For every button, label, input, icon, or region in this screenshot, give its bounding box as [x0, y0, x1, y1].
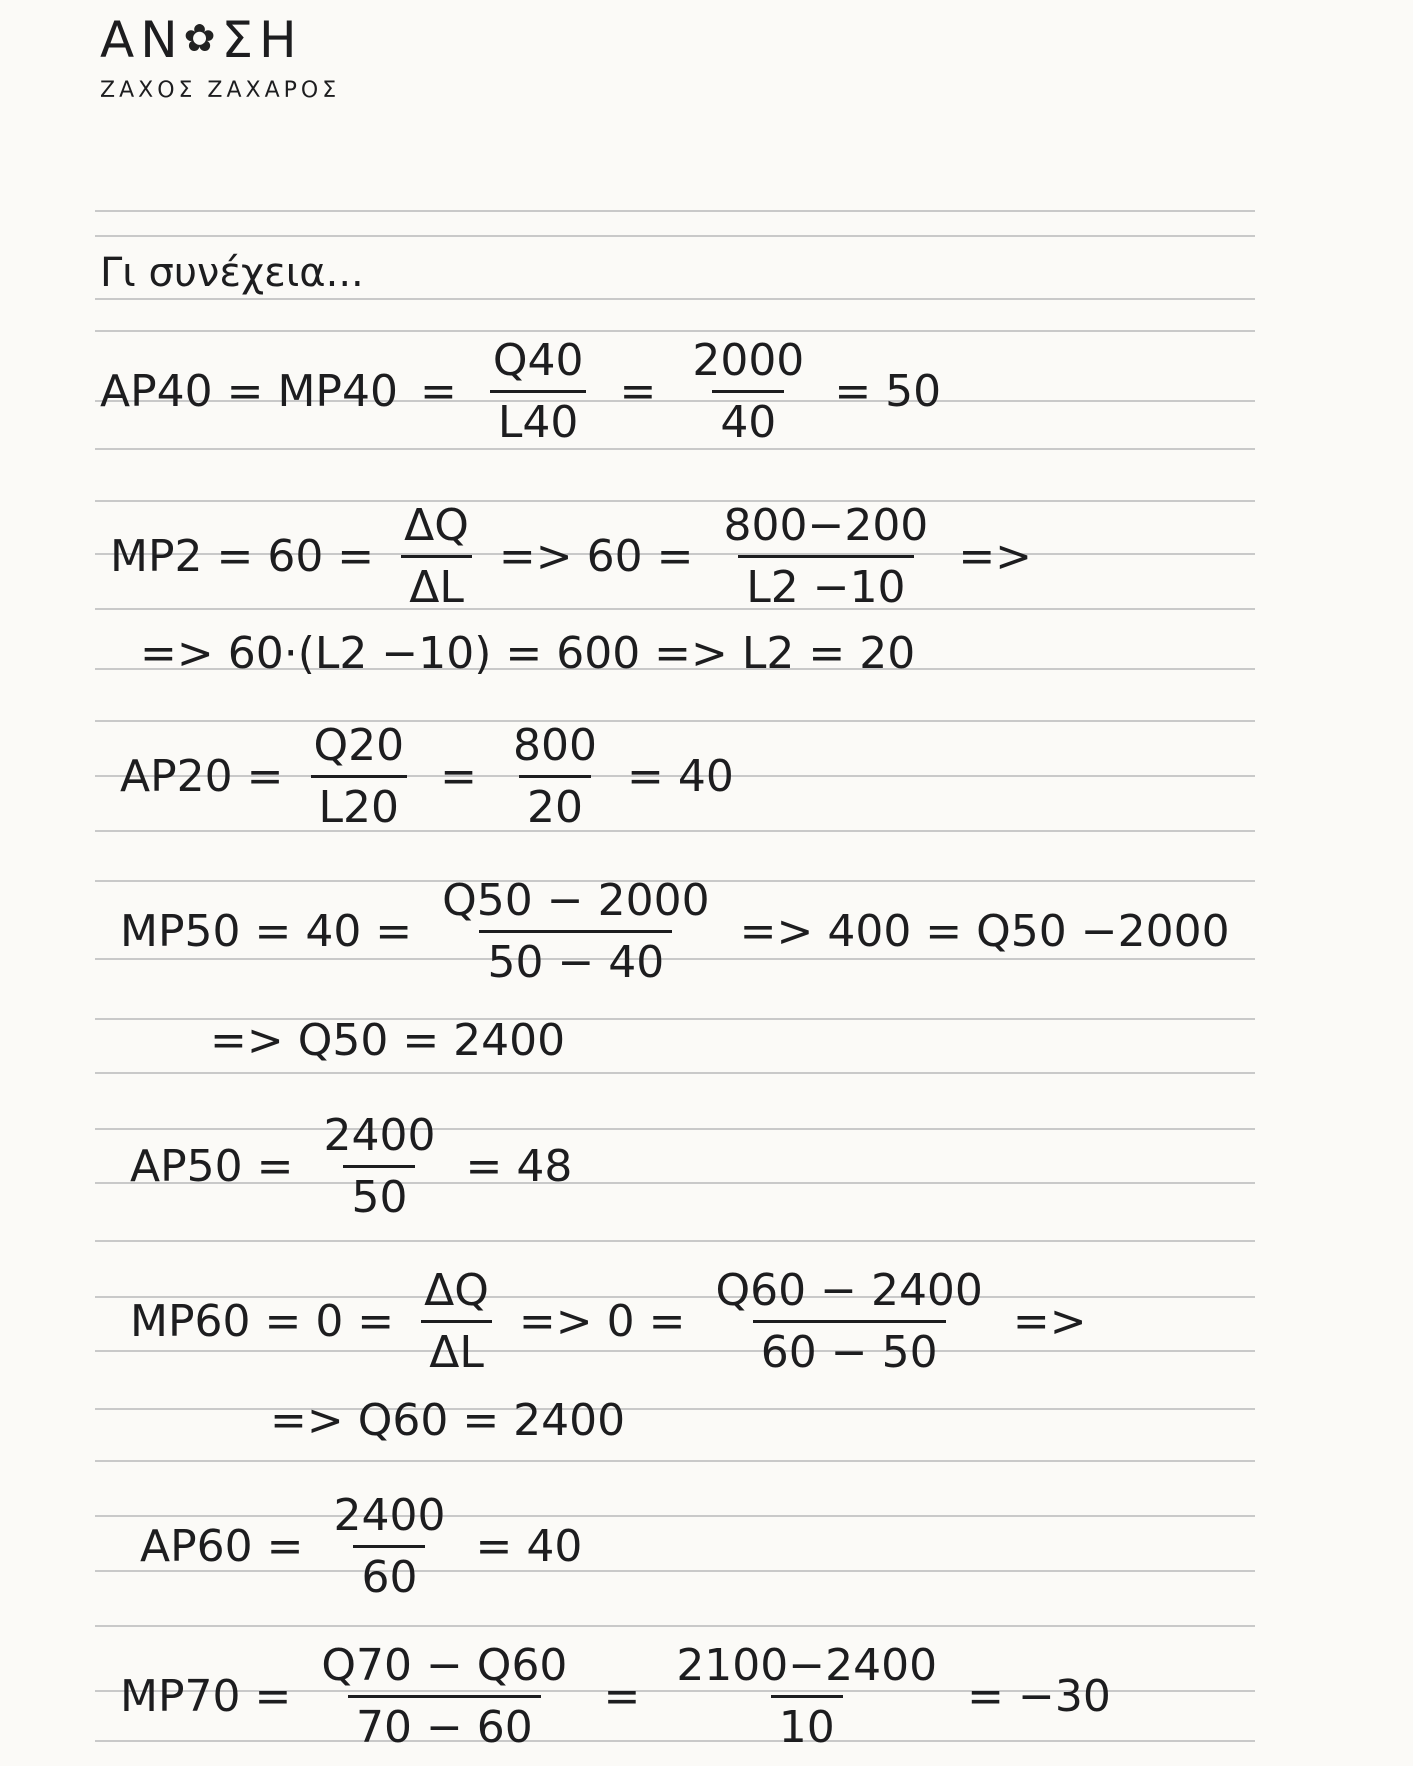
equation-rhs: => 400 = Q50 −2000	[739, 906, 1230, 957]
equation-text: => Q50 = 2400	[210, 1015, 566, 1066]
equals-sign: =	[603, 1671, 641, 1722]
denominator: 60 − 50	[753, 1320, 946, 1378]
equation-line-9	[270, 1395, 625, 1446]
fraction	[313, 1640, 575, 1753]
equation-rhs: =>	[1012, 1296, 1087, 1347]
equation-line-4	[120, 720, 734, 833]
numerator: ΔQ	[404, 500, 469, 551]
numerator: 2400	[333, 1490, 446, 1541]
denominator: 70 − 60	[348, 1695, 541, 1753]
notebook-rule	[95, 330, 1255, 332]
fraction	[684, 335, 812, 448]
fraction	[715, 500, 936, 613]
notebook-rule	[95, 1072, 1255, 1074]
numerator: Q70 − Q60	[321, 1640, 568, 1691]
logo-left-text: ΑΝ	[100, 11, 184, 69]
flower-icon: ✿	[183, 16, 222, 60]
equation-rhs: = −30	[967, 1671, 1111, 1722]
numerator: Q50 − 2000	[442, 875, 710, 926]
equation-rhs: = 50	[834, 366, 942, 417]
equation-line-3	[140, 628, 915, 679]
fraction	[396, 500, 477, 613]
equation-middle: => 0 =	[518, 1296, 686, 1347]
header	[100, 10, 340, 103]
fraction	[434, 875, 717, 988]
numerator: Q40	[492, 335, 584, 386]
fraction	[325, 1490, 453, 1603]
equation-text: => 60·(L2 −10) = 600 => L2 = 20	[140, 628, 916, 679]
fraction	[315, 1110, 443, 1223]
equals-sign: =	[419, 366, 457, 417]
equation-line-5	[120, 875, 1230, 988]
denominator: L20	[311, 775, 408, 833]
denominator: ΔL	[401, 555, 472, 613]
equation-rhs: = 40	[626, 751, 734, 802]
equation-lhs: AP60 =	[140, 1521, 304, 1572]
notebook-rule	[95, 1625, 1255, 1627]
equation-text: => Q60 = 2400	[270, 1395, 626, 1446]
numerator: 800	[512, 720, 597, 771]
equation-line-6	[210, 1015, 565, 1066]
fraction	[416, 1265, 497, 1378]
logo-right-text: ΣΗ	[221, 11, 303, 69]
equation-middle: => 60 =	[498, 531, 694, 582]
equals-sign: =	[619, 366, 657, 417]
notebook-rule	[95, 1240, 1255, 1242]
numerator: 2000	[692, 335, 805, 386]
fraction	[668, 1640, 945, 1753]
numerator: 800−200	[723, 500, 929, 551]
equation-lhs: MP60 = 0 =	[130, 1296, 395, 1347]
numerator: Q20	[313, 720, 405, 771]
denominator: ΔL	[421, 1320, 492, 1378]
notebook-rule	[95, 235, 1255, 237]
equation-line-10	[140, 1490, 582, 1603]
fraction	[707, 1265, 990, 1378]
equation-line-11	[120, 1640, 1111, 1753]
notebook-rule	[95, 448, 1255, 450]
fraction	[305, 720, 412, 833]
numerator: Q60 − 2400	[715, 1265, 983, 1316]
equation-lhs: AP50 =	[130, 1141, 294, 1192]
denominator: 50	[343, 1165, 415, 1223]
notebook-rule	[95, 1460, 1255, 1462]
notebook-rule	[95, 210, 1255, 212]
intro-text	[100, 250, 364, 296]
equation-lhs: MP2 = 60 =	[110, 531, 375, 582]
notebook-rule	[95, 1408, 1255, 1410]
equation-lhs: AP40 = MP40	[100, 366, 398, 417]
equation-lhs: MP70 =	[120, 1671, 292, 1722]
equation-lhs: AP20 =	[120, 751, 284, 802]
equation-rhs: = 40	[475, 1521, 583, 1572]
equation-rhs: = 48	[465, 1141, 573, 1192]
equation-line-2	[110, 500, 1032, 613]
fraction	[505, 720, 605, 833]
denominator: L40	[490, 390, 587, 448]
equation-lhs: MP50 = 40 =	[120, 906, 413, 957]
denominator: L2 −10	[738, 555, 913, 613]
intro-label: Γι συνέχεια...	[100, 250, 364, 296]
denominator: 10	[771, 1695, 843, 1753]
denominator: 60	[353, 1545, 425, 1603]
logo	[100, 10, 340, 74]
numerator: 2400	[323, 1110, 436, 1161]
equation-line-1	[100, 335, 941, 448]
denominator: 40	[712, 390, 784, 448]
numerator: 2100−2400	[676, 1640, 938, 1691]
fraction	[485, 335, 592, 448]
denominator: 50 − 40	[479, 930, 672, 988]
equals-sign: =	[440, 751, 477, 802]
equation-line-7	[130, 1110, 572, 1223]
author-subtitle: ΖΑΧΟΣ ΖΑΧΑΡΟΣ	[100, 78, 341, 103]
numerator: ΔQ	[424, 1265, 489, 1316]
denominator: 20	[519, 775, 591, 833]
equation-rhs: =>	[958, 531, 1033, 582]
equation-line-8	[130, 1265, 1087, 1378]
notebook-rule	[95, 298, 1255, 300]
